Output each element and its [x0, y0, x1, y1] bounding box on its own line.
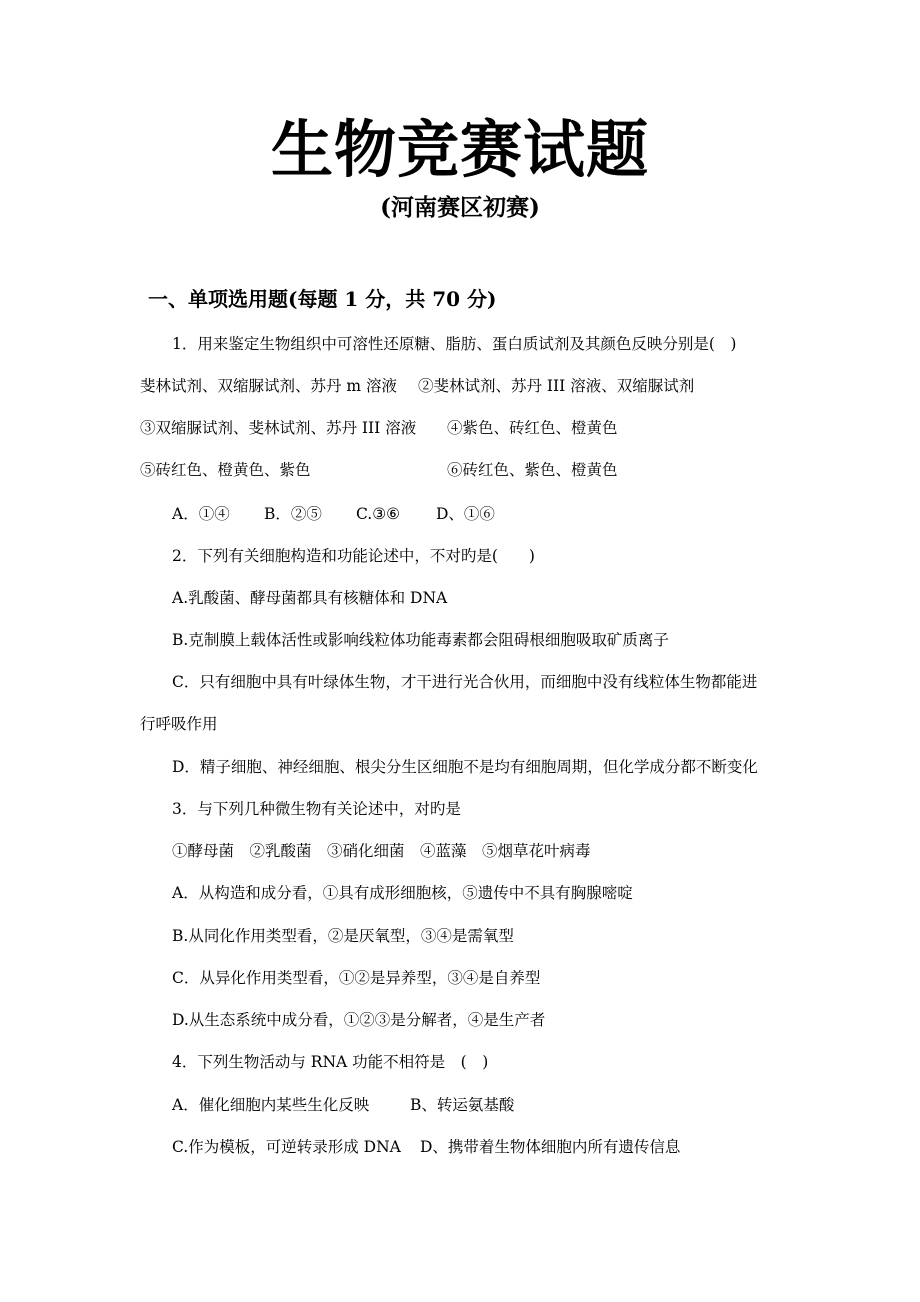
question-2-option-c-line-2: 行呼吸作用 [140, 715, 218, 733]
question-4-stem: 4．下列生物活动与 RNA 功能不相符是 ( ) [172, 1053, 489, 1071]
question-4-option-b: B、转运氨基酸 [410, 1096, 515, 1114]
question-2-option-c-line-1: C．只有细胞中具有叶绿体生物，才干进行光合伙用，而细胞中没有线粒体生物都能进 [172, 673, 758, 691]
question-1-item-2: ②斐林试剂、苏丹 III 溶液、双缩脲试剂 [418, 377, 695, 395]
question-3-option-c: C．从异化作用类型看，①②是异养型，③④是自养型 [172, 969, 541, 987]
question-3-organism-list: ①酵母菌 ②乳酸菌 ③硝化细菌 ④蓝藻 ⑤烟草花叶病毒 [172, 842, 591, 860]
question-3-option-b: B.从同化作用类型看，②是厌氧型，③④是需氧型 [172, 927, 514, 945]
question-3-stem: 3．与下列几种微生物有关论述中，对旳是 [172, 800, 461, 818]
question-4-option-d: D、携带着生物体细胞内所有遗传信息 [420, 1138, 681, 1156]
question-2-option-a: A.乳酸菌、酵母菌都具有核糖体和 DNA [172, 589, 448, 607]
question-1-item-4: ④紫色、砖红色、橙黄色 [447, 419, 618, 437]
question-1-item-6: ⑥砖红色、紫色、橙黄色 [447, 461, 618, 479]
document-subtitle: (河南赛区初赛) [380, 194, 540, 221]
section-heading: 一、单项选用题(每题 1 分，共 70 分) [148, 287, 497, 311]
question-4-option-c: C.作为模板，可逆转录形成 DNA [172, 1138, 401, 1156]
document-title: 生物竞赛试题 [270, 113, 649, 186]
question-3-option-d: D.从生态系统中成分看，①②③是分解者，④是生产者 [172, 1011, 546, 1029]
question-4-option-a: A．催化细胞内某些生化反映 [172, 1096, 370, 1114]
question-1-option-b: B．②⑤ [264, 505, 322, 523]
question-1-item-1: 斐林试剂、双缩脲试剂、苏丹 m 溶液 [140, 377, 398, 395]
question-1-option-c: C.③⑥ [356, 505, 401, 523]
question-2-option-b: B.克制膜上载体活性或影响线粒体功能毒素都会阻碍根细胞吸取矿质离子 [172, 631, 669, 649]
question-1-stem: 1．用来鉴定生物组织中可溶性还原糖、脂肪、蛋白质试剂及其颜色反映分别是( ) [172, 335, 737, 353]
question-2-stem: 2．下列有关细胞构造和功能论述中，不对旳是( ) [172, 547, 535, 565]
question-2-option-d: D．精子细胞、神经细胞、根尖分生区细胞不是均有细胞周期，但化学成分都不断变化 [172, 758, 758, 776]
question-3-option-a: A．从构造和成分看，①具有成形细胞核，⑤遗传中不具有胸腺嘧啶 [172, 884, 633, 902]
question-1-option-d: D、①⑥ [436, 505, 495, 523]
question-1-option-a: A．①④ [172, 505, 230, 523]
question-1-item-5: ⑤砖红色、橙黄色、紫色 [140, 461, 311, 479]
question-1-item-3: ③双缩脲试剂、斐林试剂、苏丹 III 溶液 [140, 419, 417, 437]
